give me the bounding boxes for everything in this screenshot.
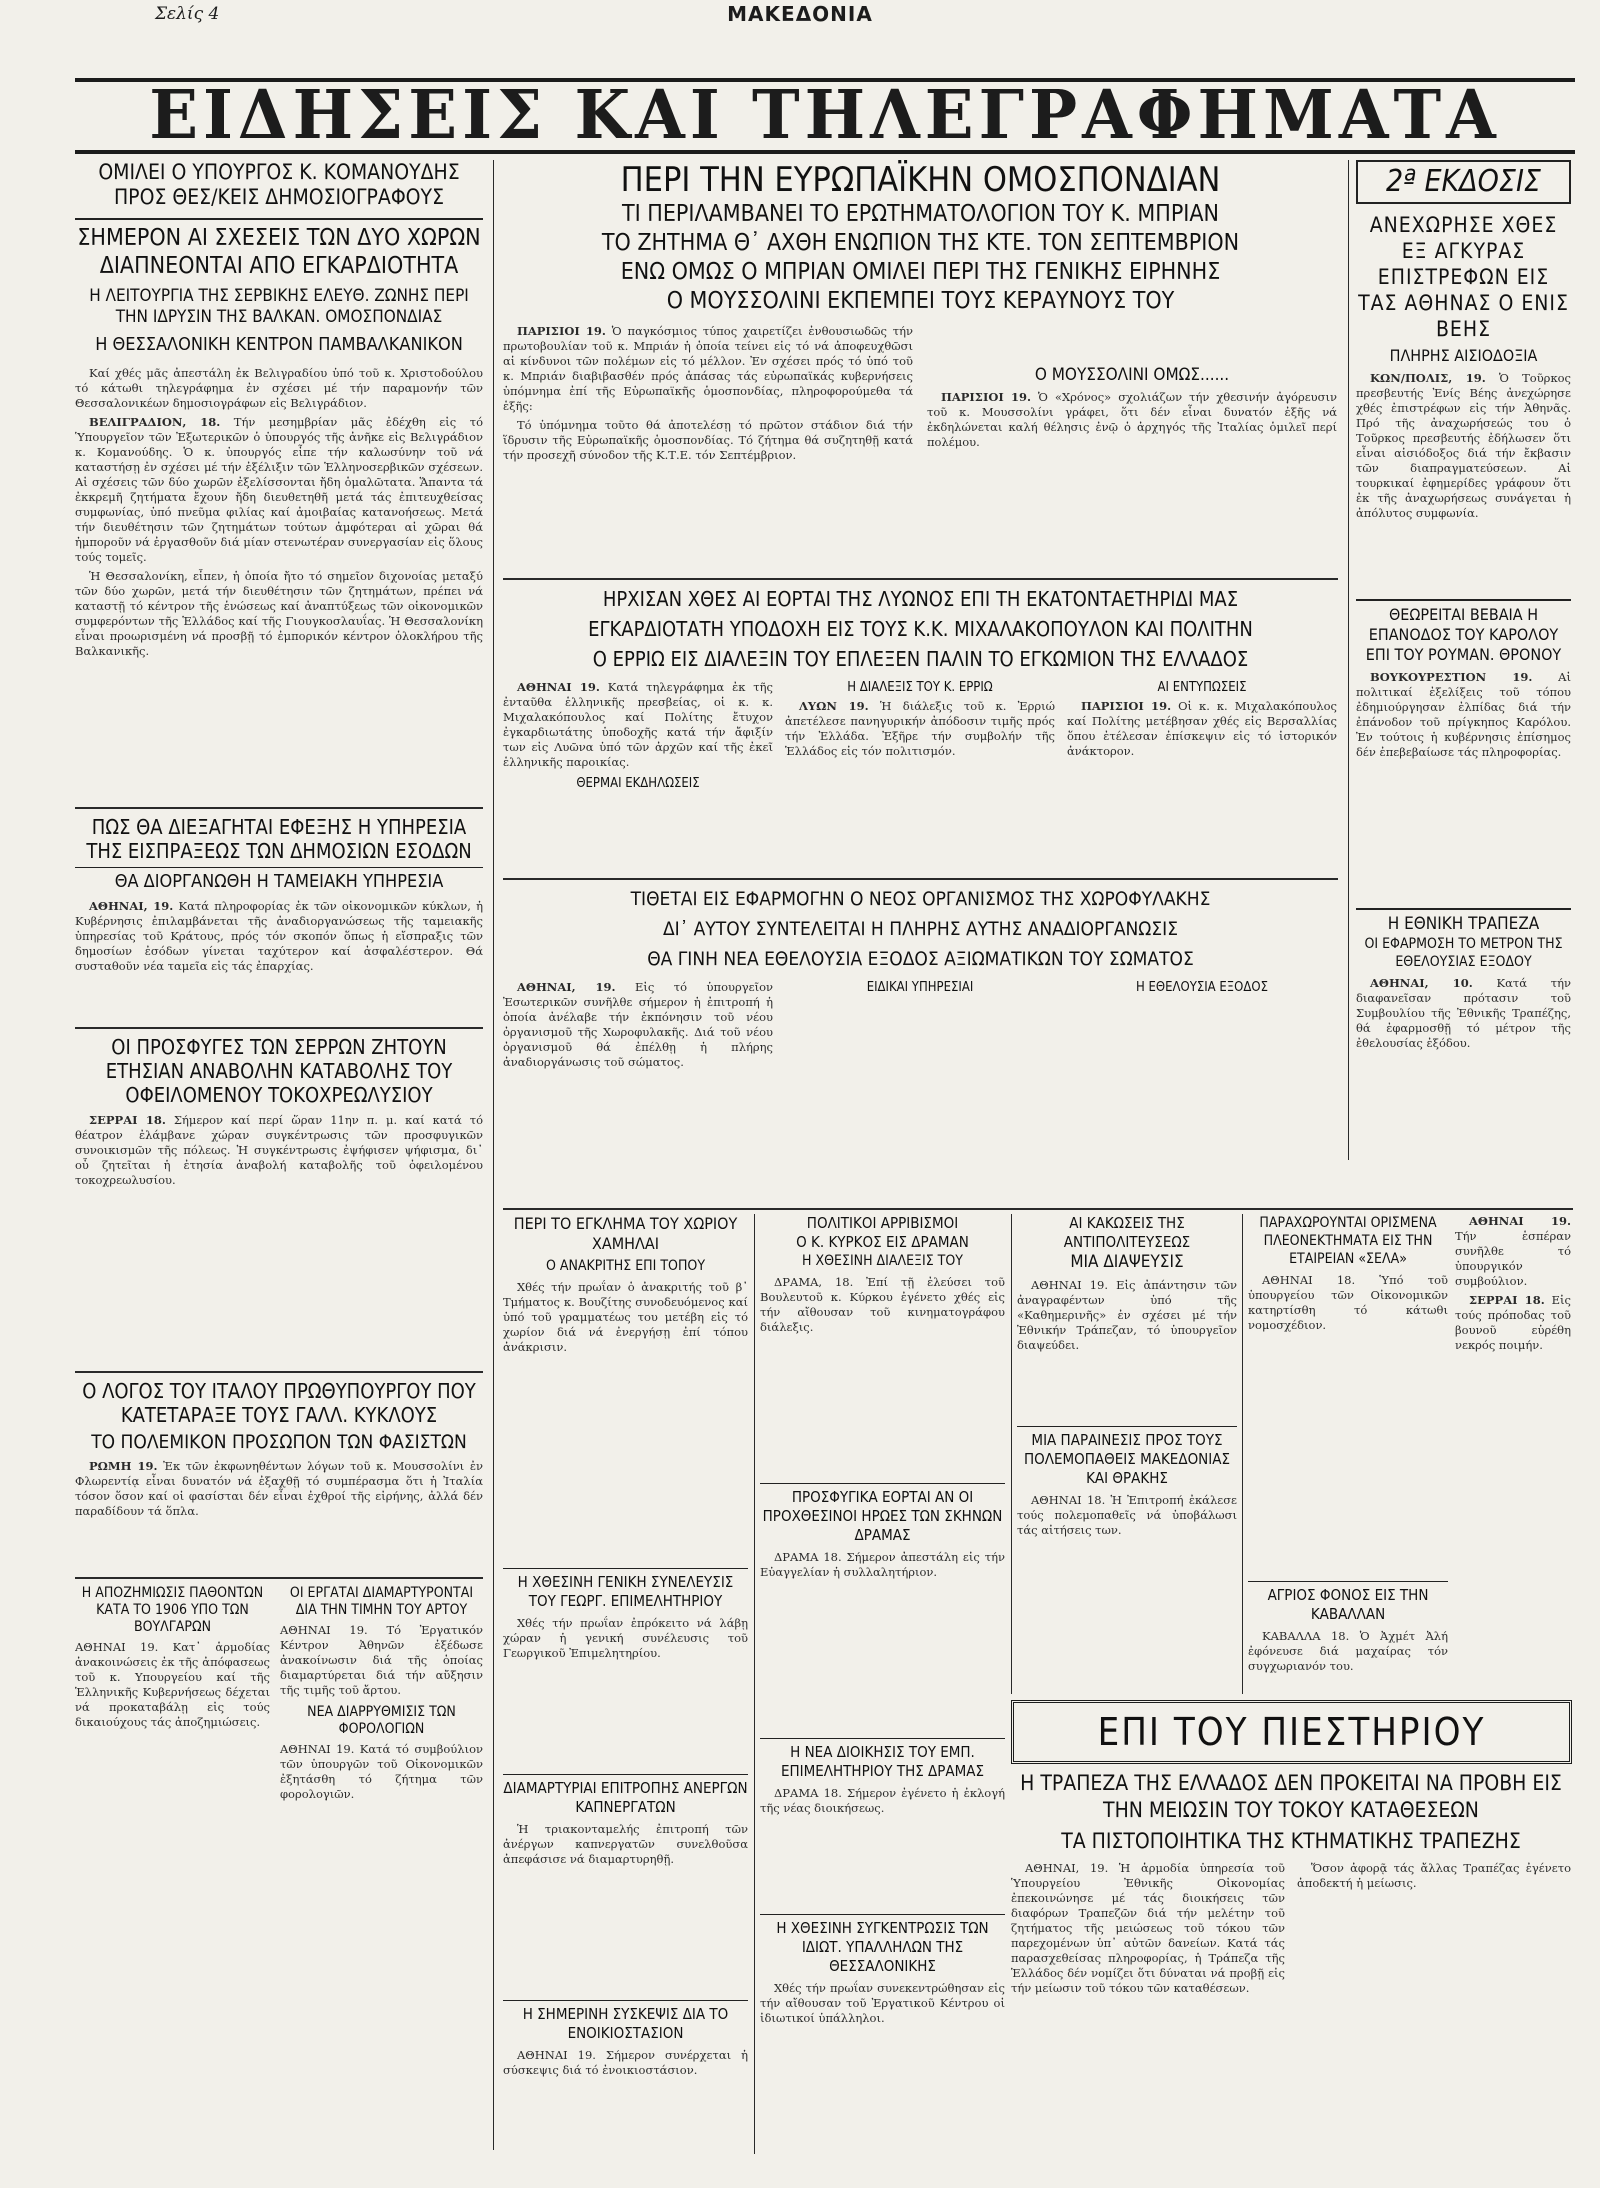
newspaper-name: ΜΑΚΕΔΟΝΙΑ [727, 2, 873, 26]
headline: Ο Κ. ΚΥΡΚΟΣ ΕΙΣ ΔΡΑΜΑΝ [796, 1233, 969, 1251]
dateline: ΑΘΗΝΑΙ, 19. [89, 899, 174, 913]
lower-col-2 [760, 1214, 1005, 2154]
article-text: Ἡ τριακονταμελής ἐπιτροπή τῶν ἀνέργων καπνεργατῶν συνελθοῦσα ἀπεφάσισε νά διαμαρτυρηθῇ. [503, 1822, 748, 1866]
subheadline: ΑΙ ΕΝΤΥΠΩΣΕΙΣ [1157, 680, 1247, 695]
dateline: ΠΑΡΙΣΙΟΙ 19. [941, 390, 1032, 404]
section-divider [503, 878, 1338, 880]
dateline: ΚΩΝ/ΠΟΛΙΣ, 19. [1370, 371, 1486, 385]
article-text: ΑΘΗΝΑΙ 19. Σήμερον συνέρχεται ἡ σύσκεψις διά τό ἐνοικιοστάσιον. [503, 2048, 748, 2077]
dateline: ΣΕΡΡΑΙ 18. [1469, 1293, 1545, 1307]
headline: Η ΕΘΝΙΚΗ ΤΡΑΠΕΖΑ [1356, 908, 1571, 935]
dateline: ΛΥΩΝ 19. [799, 699, 869, 713]
press-box-title: ΕΠΙ ΤΟΥ ΠΙΕΣΤΗΡΙΟΥ [1097, 1710, 1486, 1754]
headline: ΜΙΑ ΠΑΡΑΙΝΕΣΙΣ ΠΡΟΣ ΤΟΥΣ ΠΟΛΕΜΟΠΑΘΕΙΣ ΜΑΚΕΔΟΝΙΑΣ ΚΑΙ ΘΡΑΚΗΣ [1017, 1426, 1237, 1488]
page-header [0, 0, 1600, 70]
headline: ΔΙΑΜΑΡΤΥΡΙΑΙ ΕΠΙΤΡΟΠΗΣ ΑΝΕΡΓΩΝ ΚΑΠΝΕΡΓΑΤΩΝ [503, 1774, 748, 1817]
article-text: ΑΘΗΝΑΙ 19. Κατ᾽ ἁρμοδίας ἀνακοινώσεις ἐκ τῆς ἀπόφασεως τοῦ κ. Υπουργείου καί τῆς Ἑλληνικῆς Κυβερνήσεως δέχεται νά προκαταβάλῃ εἰς τούς δικαιούχους τάς ἀποζημιώσεις. [75, 1640, 270, 1729]
article-text: ΔΡΑΜΑ 18. Σήμερον ἀπεστάλη εἰς τήν Εὐαγγελίαν ἡ συλλαλητήριον. [760, 1550, 1005, 1579]
headline: Η ΧΘΕΣΙΝΗ ΓΕΝΙΚΗ ΣΥΝΕΛΕΥΣΙΣ ΤΟΥ ΓΕΩΡΓ. ΕΠΙΜΕΛΗΤΗΡΙΟΥ [503, 1568, 748, 1611]
center-top-article [503, 160, 1338, 580]
dateline: ΒΟΥΚΟΥΡΕΣΤΙΟΝ 19. [1370, 670, 1533, 684]
headline: ΑΝΕΧΩΡΗΣΕ ΧΘΕΣ ΕΞ ΑΓΚΥΡΑΣ ΕΠΙΣΤΡΕΦΩΝ ΕΙΣ ΤΑΣ ΑΘΗΝΑΣ Ο ΕΝΙΣ ΒΕΗΣ [1358, 213, 1569, 341]
article-text: Ὁ «Χρόνος» σχολιάζων τήν χθεσινήν ἀγόρευσιν τοῦ κ. Μουσσολίνι γράφει, ὅτι δέν εἶναι δυνατόν ἐξῆς νά ἐκδηλώνεται καλή θέλησις ἐνῷ ὁ ἀρχηγός τῆς Ἰταλίας ὁμιλεῖ περί πολέμου. [927, 390, 1337, 449]
article-text: ΚΑΒΑΛΛΑ 18. Ὁ Ἀχμέτ Ἀλή ἐφόνευσε διά μαχαίρας τόν συγχωριανόν του. [1248, 1629, 1448, 1673]
dateline: ΒΕΛΙΓΡΑΔΙΟΝ, 18. [89, 415, 221, 429]
headline: ΟΙ ΠΡΟΣΦΥΓΕΣ ΤΩΝ ΣΕΡΡΩΝ ΖΗΤΟΥΝ ΕΤΗΣΙΑΝ ΑΝΑΒΟΛΗΝ ΚΑΤΑΒΟΛΗΣ ΤΟΥ ΟΦΕΙΛΟΜΕΝΟΥ ΤΟΚΟΧΡΕΩΛΥΣΙΟΥ [105, 1035, 453, 1107]
headline: ΠΕΡΙ ΤΟ ΕΓΚΛΗΜΑ ΤΟΥ ΧΩΡΙΟΥ ΧΑΜΗΛΑΙ [513, 1214, 738, 1253]
column-rule [1242, 1214, 1243, 1694]
dateline: ΑΘΗΝΑΙ, 10. [1370, 976, 1473, 990]
subheadline: ΕΙΔΙΚΑΙ ΥΠΗΡΕΣΙΑΙ [866, 980, 974, 995]
subheadline: ΘΑ ΔΙΟΡΓΑΝΩΘΗ Η ΤΑΜΕΙΑΚΗ ΥΠΗΡΕΣΙΑ [75, 867, 483, 893]
subheadline: ΕΝΩ ΟΜΩΣ Ο ΜΠΡΙΑΝ ΟΜΙΛΕΙ ΠΕΡΙ ΤΗΣ ΓΕΝΙΚΗΣ ΕΙΡΗΝΗΣ [620, 259, 1221, 285]
gendarmerie-article [503, 884, 1338, 1204]
article-text: ΑΘΗΝΑΙ, 19. Ἡ ἁρμοδία ὑπηρεσία τοῦ Ὑπουργείου Ἐθνικῆς Οἰκονομίας ἐπεκοινώνησε μέ τάς διοικήσεις τῶν διαφόρων Τραπεζῶν διά τήν μελέτην τοῦ ζητήματος τῆς μειώσεως τοῦ τόκου τῶν παρεχομένων ὑπ᾽ αὐτῶν δανείων. Κατά τάς παρασχεθείσας πληροφορίας, ἡ Τράπεζα τῆς Ἑλλάδος δέν νομίζει ὅτι δύναται νά προβῇ εἰς τήν μείωσιν τοῦ τόκου τῶν καταθέσεων. [1011, 1861, 1285, 1995]
right-column [1356, 160, 1571, 1200]
subheadline: Η ΛΕΙΤΟΥΡΓΙΑ ΤΗΣ ΣΕΡΒΙΚΗΣ ΕΛΕΥΘ. ΖΩΝΗΣ ΠΕΡΙ ΤΗΝ ΙΔΡΥΣΙΝ ΤΗΣ ΒΑΛΚΑΝ. ΟΜΟΣΠΟΝΔΙΑΣ [89, 286, 469, 327]
article-text: Κατά πληροφορίας ἐκ τῶν οἰκονομικῶν κύκλων, ἡ Κυβέρνησις ἐπιλαμβάνεται τῆς ἀναδιοργανώσεως τῆς ταμειακῆς ὑπηρεσίας τοῦ Κράτους, πρός τόν σκοπόν ὅπως ἡ εἴσπραξις τῶν δημοσίων ἐσόδων γίνεται ταχύτερον καί ἀσφαλέστερον. Θά συσταθοῦν νέα ταμεῖα εἰς τάς ἐπαρχίας. [75, 899, 483, 973]
page-number: Σελίς 4 [155, 4, 220, 24]
headline: Η ΤΡΑΠΕΖΑ ΤΗΣ ΕΛΛΑΔΟΣ ΔΕΝ ΠΡΟΚΕΙΤΑΙ ΝΑ ΠΡΟΒΗ ΕΙΣ ΤΗΝ ΜΕΙΩΣΙΝ ΤΟΥ ΤΟΚΟΥ ΚΑΤΑΘΕΣΕΩΝ [1020, 1771, 1562, 1822]
headline: ΠΩΣ ΘΑ ΔΙΕΞΑΓΗΤΑΙ ΕΦΕΞΗΣ Η ΥΠΗΡΕΣΙΑ ΤΗΣ ΕΙΣΠΡΑΞΕΩΣ ΤΩΝ ΔΗΜΟΣΙΩΝ ΕΣΟΔΩΝ [86, 815, 472, 863]
article-text: Σήμερον καί περί ὥραν 11ην π. μ. καί κατά τό θέατρον ἐλάμβανε χώραν συγκέντρωσις τῶν προσφυγικῶν συνοικισμῶν τῆς πόλεως. Ἡ συγκέντρωσις ἐψήφισεν ψήφισμα, δι᾽ οὗ ζητεῖται ἡ ἐτησία ἀναβολή καταβολῆς τοῦ ὀφειλομένου τοκοχρεωλυσίου. [75, 1113, 483, 1187]
dateline: ΑΘΗΝΑΙ, 19. [517, 980, 616, 994]
column-rule [1348, 160, 1349, 1160]
article-text: Κατά τηλεγράφημα ἐκ τῆς ἐνταῦθα ἑλληνικῆς πρεσβείας, οἱ κ. κ. Μιχαλακόπουλος καί Πολίτης ἔτυχον ἐγκαρδιωτάτης ὑποδοχῆς κατά τήν ἄφιξίν των εἰς Λυῶνα ὑπό τῶν ἀρχῶν καί τῆς ἐκεῖ ἑλληνικῆς παροικίας. [503, 680, 773, 769]
edition-label: 2ª ΕΚΔΟΣΙΣ [1356, 160, 1571, 204]
subheadline: ΠΛΗΡΗΣ ΑΙΣΙΟΔΟΞΙΑ [1389, 346, 1538, 365]
dateline: ΡΩΜΗ 19. [89, 1459, 158, 1473]
headline: ΗΡΧΙΣΑΝ ΧΘΕΣ ΑΙ ΕΟΡΤΑΙ ΤΗΣ ΛΥΩΝΟΣ ΕΠΙ ΤΗ ΕΚΑΤΟΝΤΑΕΤΗΡΙΔΙ ΜΑΣ [602, 587, 1239, 611]
article-text: Ἐκ τῶν ἐκφωνηθέντων λόγων τοῦ κ. Μουσσολίνι ἐν Φλωρεντίᾳ εἶναι δυνατόν νά ἐξαχθῇ τό συμπέρασμα ὅτι ἡ Ἰταλία τόσον ὅσον καί οἱ φασίσται δέν εἶναι ἐχθροί τῆς εἰρήνης, ἀλλά δέν παραδίδουν τά ὅπλα. [75, 1459, 483, 1518]
headline: ΣΗΜΕΡΟΝ ΑΙ ΣΧΕΣΕΙΣ ΤΩΝ ΔΥΟ ΧΩΡΩΝ ΔΙΑΠΝΕΟΝΤΑΙ ΑΠΟ ΕΓΚΑΡΔΙΟΤΗΤΑ [75, 218, 483, 280]
subheadline: ΤΑ ΠΙΣΤΟΠΟΙΗΤΙΚΑ ΤΗΣ ΚΤΗΜΑΤΙΚΗΣ ΤΡΑΠΕΖΗΣ [1061, 1829, 1521, 1853]
headline: ΑΓΡΙΟΣ ΦΟΝΟΣ ΕΙΣ ΤΗΝ ΚΑΒΑΛΛΑΝ [1248, 1581, 1448, 1624]
article-text: Αἱ πολιτικαί ἐξελίξεις τοῦ τόπου ἐδημιούργησαν ἐλπίδας διά τήν ἐπάνοδον τοῦ πρίγκηπος Καρόλου. Ἐν τούτοις ἡ κυβέρνησις ἐπίσημος δέν ἐπεβεβαίωσε τάς πληροφορίας. [1356, 670, 1571, 759]
headline: ΠΟΛΙΤΙΚΟΙ ΑΡΡΙΒΙΣΜΟΙ [806, 1214, 959, 1232]
article-text: ΑΘΗΝΑΙ 19. Τό Ἐργατικόν Κέντρον Ἀθηνῶν ἐξέδωσε ἀνακοίνωσιν διά τῆς ὁποίας διαμαρτύρεται διά τήν αὔξησιν τῆς τιμῆς τοῦ ἄρτου. [280, 1623, 483, 1697]
subheadline: Η ΕΘΕΛΟΥΣΙΑ ΕΞΟΔΟΣ [1136, 980, 1268, 995]
article-text: Ὁ Τοῦρκος πρεσβευτής Ἐνίς Βέης ἀνεχώρησε χθές ἐπιστρέφων εἰς τήν Ἀθηνᾶς. Πρό τῆς ἀναχωρήσεώς του ὁ Τοῦρκος πρεσβευτής ἐδήλωσεν ὅτι εἶναι αἰσιόδοξος διά τήν ἔκβασιν τῶν διαπραγματεύσεων. Αἱ τουρκικαί ἐφημερίδες γράφουν ὅτι ἐκ τῆς ἀναχωρήσεως συνάγεται ἡ ἀπόλυτος συμφωνία. [1356, 371, 1571, 520]
subheadline: ΤΙ ΠΕΡΙΛΑΜΒΑΝΕΙ ΤΟ ΕΡΩΤΗΜΑΤΟΛΟΓΙΟΝ ΤΟΥ Κ. ΜΠΡΙΑΝ [621, 201, 1220, 227]
headline: ΠΑΡΑΧΩΡΟΥΝΤΑΙ ΟΡΙΣΜΕΝΑ ΠΛΕΟΝΕΚΤΗΜΑΤΑ ΕΙΣ ΤΗΝ ΕΤΑΙΡΕΙΑΝ «ΣΕΛΑ» [1259, 1215, 1437, 1267]
article-text: Οἱ κ. κ. Μιχαλακόπουλος καί Πολίτης μετέβησαν χθές εἰς Βερσαλλίας ὅπου ἐτέλεσαν ἐπίσκεψιν εἰς τό ἱστορικόν ἀνάκτορον. [1067, 699, 1337, 758]
article-text: Εἰς τούς πρόποδας τοῦ βουνοῦ εὑρέθη νεκρός ποιμήν. [1455, 1293, 1571, 1352]
headline: Η ΝΕΑ ΔΙΟΙΚΗΣΙΣ ΤΟΥ ΕΜΠ. ΕΠΙΜΕΛΗΤΗΡΙΟΥ ΤΗΣ ΔΡΑΜΑΣ [760, 1738, 1005, 1781]
article-text: Τό ὑπόμνημα τοῦτο θά ἀποτελέσῃ τό πρῶτον στάδιον διά τήν ἵδρυσιν τῆς Εὐρωπαϊκῆς ὁμοσπονδίας. Τό ζήτημα θά συζητηθῇ κατά τήν προσεχῆ σύνοδον τῆς Κ.Τ.Ε. τόν Σεπτέμβριον. [503, 418, 913, 462]
column-rule [754, 1214, 755, 2154]
article-text: ΑΘΗΝΑΙ 19. Εἰς ἀπάντησιν τῶν ἀναγραφέντων ὑπό τῆς «Καθημερινῆς» ἐν σχέσει μέ τήν Ἐθνικήν Τράπεζαν, τό ὑπουργεῖον διαψεύδει. [1017, 1278, 1237, 1352]
dateline: ΑΘΗΝΑΙ 19. [1469, 1214, 1571, 1228]
article-intro: Καί χθές μᾶς ἀπεστάλη ἐκ Βελιγραδίου ὑπό τοῦ κ. Χριστοδούλου τό κάτωθι τηλεγράφημα ἐν σχέσει μέ τήν παραμονήν τῶν Θεσσαλονικέων δημοσιογράφων εἰς Βελιγράδιον. [75, 366, 483, 410]
headline: ΘΕΩΡΕΙΤΑΙ ΒΕΒΑΙΑ Η ΕΠΑΝΟΔΟΣ ΤΟΥ ΚΑΡΟΛΟΥ ΕΠΙ ΤΟΥ ΡΟΥΜΑΝ. ΘΡΟΝΟΥ [1356, 599, 1571, 665]
subheadline: ΤΟ ΖΗΤΗΜΑ Θ᾽ ΑΧΘΗ ΕΝΩΠΙΟΝ ΤΗΣ ΚΤΕ. ΤΟΝ ΣΕΠΤΕΜΒΡΙΟΝ [601, 230, 1240, 256]
subheadline: Η ΘΕΣΣΑΛΟΝΙΚΗ ΚΕΝΤΡΟΝ ΠΑΜΒΑΛΚΑΝΙΚΟΝ [95, 334, 463, 355]
article-text: ΑΘΗΝΑΙ 19. Κατά τό συμβούλιον τῶν ὑπουργῶν τοῦ Οἰκονομικῶν ἐξητάσθη τό ζήτημα τῶν φορολογιῶν. [280, 1742, 483, 1801]
section-divider [503, 578, 1338, 580]
headline: Η ΣΗΜΕΡΙΝΗ ΣΥΣΚΕΨΙΣ ΔΙΑ ΤΟ ΕΝΟΙΚΙΟΣΤΑΣΙΟΝ [503, 2000, 748, 2043]
left-column [75, 160, 483, 2150]
column-rule [1011, 1214, 1012, 1694]
article-text: Χθές τήν πρωΐαν ὁ ἀνακριτής τοῦ β᾽ Τμήματος κ. Βουζίτης συνοδευόμενος καί ὑπό τοῦ γραμματέως του μετέβη εἰς τό χωρίον διά νά ἐνεργήσῃ ἐπί τόπου ἀνάκρισιν. [503, 1280, 748, 1354]
subheadline: Η ΔΙΑΛΕΞΙΣ ΤΟΥ Κ. ΕΡΡΙΩ [847, 680, 993, 695]
headline: ΠΡΟΣΦΥΓΙΚΑ ΕΟΡΤΑΙ ΑΝ ΟΙ ΠΡΟΧΘΕΣΙΝΟΙ ΗΡΩΕΣ ΤΩΝ ΣΚΗΝΩΝ ΔΡΑΜΑΣ [760, 1483, 1005, 1545]
article-text: Τήν μεσημβρίαν μᾶς ἐδέχθη εἰς τό Ὑπουργεῖον τῶν Ἐξωτερικῶν ὁ ὑπουργός τῆς ἀνῆκε εἰς Βελιγράδιον κ. Κομανούδης. Ὁ κ. ὑπουργός εἶπε τήν καλωσύνην τοῦ νά καταστήσῃ ἐν σχέσει μέ τήν ἐξέλιξιν τῶν Ἑλληνοσερβικῶν σχέσεων. Αἱ σχέσεις τῶν δύο χωρῶν ἐξελίσσονται ἤδη ὁμαλῶτατα. Ἅπαντα τά ἐκκρεμῆ ζητήματα ἔχουν ἤδη διευθετηθῆ μετά τάς ἐπιτευχθείσας συμφωνίας, ὑπό πνεῦμα φιλίας καί ἀμοιβαίας κατανοήσεως. Μετά τήν διευθέτησιν τῶν ζητημάτων τούτων ἀμφότεραι αἱ χῶραι θά ἠμποροῦν νά ἐργασθοῦν διά μίαν στενωτέραν συνεργασίαν εἰς ὅλους τούς τομεῖς. [75, 415, 483, 564]
subheadline: ΟΙ ΕΦΑΡΜΟΣΗ ΤΟ ΜΕΤΡΟΝ ΤΗΣ ΕΘΕΛΟΥΣΙΑΣ ΕΞΟΔΟΥ [1364, 936, 1563, 970]
article-text: Ἡ διάλεξις τοῦ κ. Ἐρριώ ἀπετέλεσε πανηγυρικήν ἀπόδοσιν τιμῆς πρός τήν Ἑλλάδα. Ἐξῆρε τήν συμβολήν τῆς Ἑλλάδος εἰς τόν πολιτισμόν. [785, 699, 1055, 758]
headline: ΑΙ ΚΑΚΩΣΕΙΣ ΤΗΣ ΑΝΤΙΠΟΛΙΤΕΥΣΕΩΣ [1063, 1214, 1191, 1251]
subheadline: ΤΟ ΠΟΛΕΜΙΚΟΝ ΠΡΟΣΩΠΟΝ ΤΩΝ ΦΑΣΙΣΤΩΝ [91, 1431, 467, 1453]
headline: Η ΧΘΕΣΙΝΗ ΣΥΓΚΕΝΤΡΩΣΙΣ ΤΩΝ ΙΔΙΩΤ. ΥΠΑΛΛΗΛΩΝ ΤΗΣ ΘΕΣΣΑΛΟΝΙΚΗΣ [760, 1914, 1005, 1976]
headline: ΠΕΡΙ ΤΗΝ ΕΥΡΩΠΑΪΚΗΝ ΟΜΟΣΠΟΝΔΙΑΝ [620, 160, 1221, 200]
article-text: ΔΡΑΜΑ 18. Σήμερον ἐγένετο ἡ ἐκλογή τῆς νέας διοικήσεως. [760, 1786, 1005, 1815]
headline: ΟΙ ΕΡΓΑΤΑΙ ΔΙΑΜΑΡΤΥΡΟΝΤΑΙ ΔΙΑ ΤΗΝ ΤΙΜΗΝ ΤΟΥ ΑΡΤΟΥ [289, 1585, 474, 1618]
subheadline: Ο ΜΟΥΣΣΟΛΙΝΙ ΟΜΩΣ...... [1034, 365, 1230, 385]
article-text: Εἰς τό ὑπουργεῖον Ἐσωτερικῶν συνῆλθε σήμερον ἡ ἐπιτροπή ἡ ὁποία ἀνέλαβε τήν ἐκπόνησιν τοῦ νέου ὀργανισμοῦ τῆς Χωροφυλακῆς. Διά τοῦ νέου ὀργανισμοῦ θά ἐπέλθῃ ἡ πλήρης ἀναδιοργάνωσις τοῦ σώματος. [503, 980, 774, 1069]
press-box [1011, 1700, 1572, 1764]
headline: ΔΙ᾽ ΑΥΤΟΥ ΣΥΝΤΕΛΕΙΤΑΙ Η ΠΛΗΡΗΣ ΑΥΤΗΣ ΑΝΑΔΙΟΡΓΑΝΩΣΙΣ [662, 918, 1179, 940]
article-text: Τήν ἑσπέραν συνῆλθε τό ὑπουργικόν συμβούλιον. [1455, 1229, 1571, 1288]
article-text: ΑΘΗΝΑΙ 18. Ὑπό τοῦ ὑπουργείου τῶν Οἰκονομικῶν κατηρτίσθη τό κάτωθι νομοσχέδιον. [1248, 1273, 1448, 1332]
bank-article [1011, 1770, 1571, 2160]
subheadline: Ο ΜΟΥΣΣΟΛΙΝΙ ΕΚΠΕΜΠΕΙ ΤΟΥΣ ΚΕΡΑΥΝΟΥΣ ΤΟΥ [666, 288, 1175, 314]
article-text: Ὅσον ἀφορᾷ τάς ἄλλας Τραπέζας ἐγένετο ἀποδεκτή ἡ μείωσις. [1297, 1861, 1571, 1890]
dateline: ΠΑΡΙΣΙΟΙ 19. [1081, 699, 1172, 713]
headline: Ο ΕΡΡΙΩ ΕΙΣ ΔΙΑΛΕΞΙΝ ΤΟΥ ΕΠΛΕΞΕΝ ΠΑΛΙΝ ΤΟ ΕΓΚΩΜΙΟΝ ΤΗΣ ΕΛΛΑΔΟΣ [592, 647, 1249, 671]
section-divider [503, 1208, 1573, 1210]
masthead-title: ΕΙΔΗΣΕΙΣ ΚΑΙ ΤΗΛΕΓΡΑΦΗΜΑΤΑ [149, 76, 1501, 155]
subheadline: ΘΕΡΜΑΙ ΕΚΔΗΛΩΣΕΙΣ [576, 776, 700, 791]
article-text: ΔΡΑΜΑ, 18. Ἐπί τῇ ἐλεύσει τοῦ Βουλευτοῦ κ. Κύρκου ἐγένετο χθές εἰς τήν αἴθουσαν τοῦ κινηματογράφου διάλεξις. [760, 1275, 1005, 1334]
subheadline: Η ΧΘΕΣΙΝΗ ΔΙΑΛΕΞΙΣ ΤΟΥ [802, 1253, 963, 1269]
dateline: ΑΘΗΝΑΙ 19. [517, 680, 600, 694]
subheadline: Ο ΑΝΑΚΡΙΤΗΣ ΕΠΙ ΤΟΠΟΥ [545, 1258, 706, 1274]
headline: ΤΙΘΕΤΑΙ ΕΙΣ ΕΦΑΡΜΟΓΗΝ Ο ΝΕΟΣ ΟΡΓΑΝΙΣΜΟΣ ΤΗΣ ΧΩΡΟΦΥΛΑΚΗΣ [630, 888, 1211, 910]
headline: Η ΑΠΟΖΗΜΙΩΣΙΣ ΠΑΘΟΝΤΩΝ ΚΑΤΑ ΤΟ 1906 ΥΠΟ ΤΩΝ ΒΟΥΛΓΑΡΩΝ [81, 1585, 264, 1635]
column-rule [493, 160, 494, 2150]
section-masthead [75, 78, 1575, 154]
center-mid-article [503, 584, 1338, 874]
headline: ΘΑ ΓΙΝΗ ΝΕΑ ΕΘΕΛΟΥΣΙΑ ΕΞΟΔΟΣ ΑΞΙΩΜΑΤΙΚΩΝ ΤΟΥ ΣΩΜΑΤΟΣ [647, 948, 1194, 970]
headline: ΝΕΑ ΔΙΑΡΡΥΘΜΙΣΙΣ ΤΩΝ ΦΟΡΟΛΟΓΙΩΝ [307, 1704, 456, 1737]
dateline: ΣΕΡΡΑΙ 18. [89, 1113, 166, 1127]
lower-col-3 [1017, 1214, 1237, 1694]
lower-col-1 [503, 1214, 748, 2154]
article-text: Ἡ Θεσσαλονίκη, εἶπεν, ἡ ὁποία ἤτο τό σημεῖον διχονοίας μεταξύ τῶν δύο χωρῶν, μετά τήν διευθέτησιν τῶν ζητημάτων, πρέπει νά καταστῇ τό κέντρον τῆς ἑνώσεως καί ἀναπτύξεως τῶν οἰκονομικῶν συμφερόντων τῆς Ἑλλάδος καί τῆς Γιουγκοσλαυΐας. Ἡ Θεσσαλονίκη εἶναι προωρισμένη νά προσβῇ τό ἐμπορικόν κέντρον ὁλοκλήρου τῆς Βαλκανικῆς. [75, 569, 483, 658]
article-text: Χθές τήν πρωΐαν συνεκεντρώθησαν εἰς τήν αἴθουσαν τοῦ Ἐργατικοῦ Κέντρου οἱ ἰδιωτικοί ὑπάλληλοι. [760, 1981, 1005, 2025]
headline: ΟΜΙΛΕΙ Ο ΥΠΟΥΡΓΟΣ Κ. ΚΟΜΑΝΟΥΔΗΣ ΠΡΟΣ ΘΕΣ/ΚΕΙΣ ΔΗΜΟΣΙΟΓΡΑΦΟΥΣ [98, 160, 460, 209]
headline: Ο ΛΟΓΟΣ ΤΟΥ ΙΤΑΛΟΥ ΠΡΩΘΥΠΟΥΡΓΟΥ ΠΟΥ ΚΑΤΕΤΑΡΑΞΕ ΤΟΥΣ ΓΑΛΛ. ΚΥΚΛΟΥΣ [82, 1379, 476, 1427]
subheadline: ΜΙΑ ΔΙΑΨΕΥΣΙΣ [1070, 1252, 1184, 1272]
article-text: Ὁ παγκόσμιος τύπος χαιρετίζει ἐνθουσιωδῶς τήν πρωτοβουλίαν τοῦ κ. Μπριάν ἡ ὁποία τείνει εἰς τό νά ἀποφευχθῶσι αἱ κίνδυνοι τῶν πολέμων εἰς τό μέλλον. Ἐν σχέσει πρός τό ὑπό τοῦ κ. Μπριάν διαβιβασθέν πρός ἁπάσας τάς εὐρωπαϊκάς κυβερνήσεις ὑπόμνημα ἐπί τῆς Εὐρωπαϊκῆς ὁμοσπονδίας, πληροφορούμεθα τά ἑξῆς: [503, 324, 913, 413]
dateline: ΠΑΡΙΣΙΟΙ 19. [517, 324, 606, 338]
article-text: Χθές τήν πρωΐαν ἐπρόκειτο νά λάβῃ χώραν ἡ γενική συνέλευσις τοῦ Γεωργικοῦ Ἐπιμελητηρίου. [503, 1616, 748, 1660]
headline: ΕΓΚΑΡΔΙΟΤΑΤΗ ΥΠΟΔΟΧΗ ΕΙΣ ΤΟΥΣ Κ.Κ. ΜΙΧΑΛΑΚΟΠΟΥΛΟΝ ΚΑΙ ΠΟΛΙΤΗΝ [588, 617, 1253, 641]
article-text: Κατά τήν διαφανεῖσαν πρότασιν τοῦ Συμβουλίου τῆς Ἐθνικῆς Τραπέζης, θά ἐφαρμοσθῇ τό μέτρον τῆς ἐθελουσίας ἐξόδου. [1356, 976, 1571, 1050]
lower-col-4 [1248, 1214, 1448, 1694]
article-text: ΑΘΗΝΑΙ 18. Ἡ Ἐπιτροπή ἐκάλεσε τούς πολεμοπαθεῖς νά ὑποβάλωσι τάς αἰτήσεις των. [1017, 1493, 1237, 1537]
right-lower-column [1455, 1214, 1571, 1694]
